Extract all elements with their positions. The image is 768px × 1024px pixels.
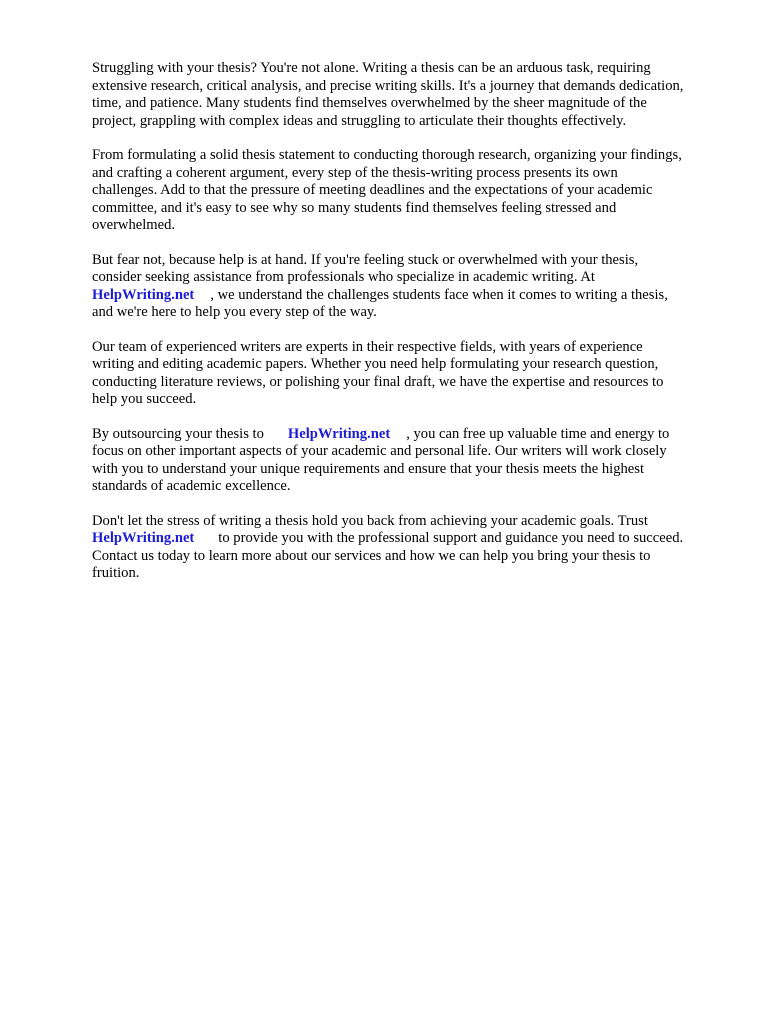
text-line: overwhelmed. [92,217,176,233]
text-line: Our team of experienced writers are experts in their respective fields, with years of experience [92,338,643,355]
paragraph-team [92,339,728,409]
text-line: project, grappling with complex ideas and struggling to articulate their thoughts effectively. [92,112,627,129]
text-fragment: , you can free up valuable time and energy to [406,425,670,442]
text-line: But fear not, because help is at hand. If you're feeling stuck or overwhelmed with your thesis, [92,251,639,268]
text-line: Struggling with your thesis? You're not alone. Writing a thesis can be an arduous task, requiring [92,60,651,76]
text-line: with you to understand your unique requirements and ensure that your thesis meets the highest [92,460,645,477]
text-line: extensive research, critical analysis, and precise writing skills. It's a journey that demands dedication, [92,77,684,94]
text-line: From formulating a solid thesis statement to conducting thorough research, organizing your findings, [92,147,682,163]
helpwriting-link[interactable]: HelpWriting.net [92,530,195,546]
paragraph-challenges [92,147,728,235]
text-line [92,287,728,305]
text-line: fruition. [92,565,140,581]
paragraph-help [92,252,728,322]
text-line: consider seeking assistance from professionals who specialize in academic writing. At [92,269,595,285]
text-line: conducting literature reviews, or polishing your final draft, we have the expertise and resources to [92,373,664,390]
paragraph-intro [92,60,728,130]
text-line: Don't let the stress of writing a thesis hold you back from achieving your academic goals. Trust [92,512,648,529]
document-page [92,60,728,600]
text-line: standards of academic excellence. [92,478,291,494]
text-line: committee, and it's easy to see why so many students find themselves feeling stressed and [92,199,617,216]
text-fragment: , we understand the challenges students face when it comes to writing a thesis, [210,286,668,303]
text-line: challenges. Add to that the pressure of meeting deadlines and the expectations of your academic [92,182,653,198]
paragraph-closing [92,513,728,583]
text-line: and crafting a coherent argument, every step of the thesis-writing process presents its own [92,164,618,181]
text-line: focus on other important aspects of your academic and personal life. Our writers will work closely [92,443,667,459]
text-line: and we're here to help you every step of the way. [92,304,377,320]
text-line [92,530,728,548]
text-fragment: to provide you with the professional support and guidance you need to succeed. [218,530,684,546]
paragraph-outsourcing [92,426,728,496]
text-line: help you succeed. [92,391,197,407]
helpwriting-link[interactable]: HelpWriting.net [92,286,195,303]
helpwriting-link[interactable]: HelpWriting.net [287,425,391,442]
text-line: time, and patience. Many students find themselves overwhelmed by the sheer magnitude of the [92,95,647,111]
text-fragment: By outsourcing your thesis to [92,425,264,442]
text-line [92,426,728,444]
text-line: Contact us today to learn more about our services and how we can help you bring your thesis to [92,547,651,564]
text-line: writing and editing academic papers. Whether you need help formulating your research question, [92,356,659,372]
